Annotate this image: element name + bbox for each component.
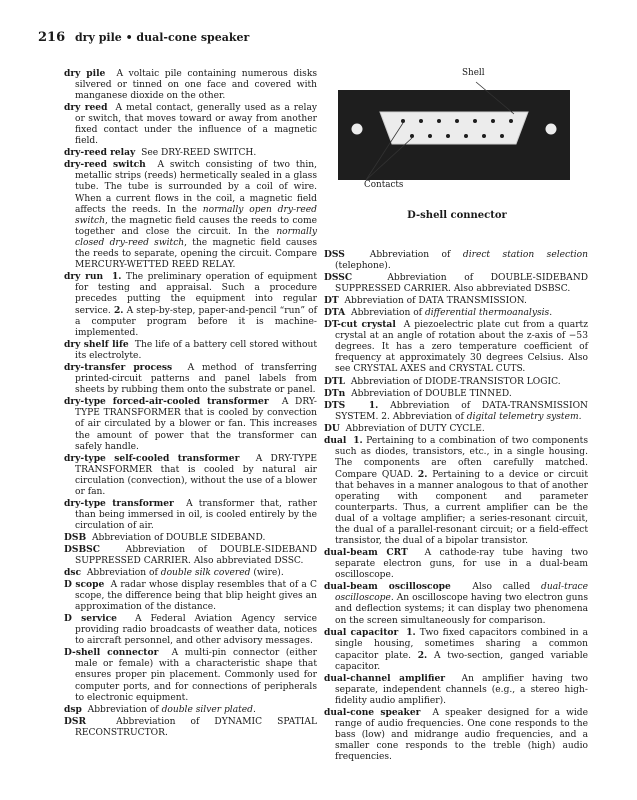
entry-definition-text: Abbreviation of DOUBLE SIDEBAND. (91, 532, 266, 543)
contacts-label: Contacts (364, 180, 404, 190)
entry-term: dry-type self-cooled transformer (64, 452, 240, 464)
entry-definition-text: Pertaining to a device or circuit that behaves in a manner analogous to that of another operating with component and parameter counterparts. Thus, a current amplifier can be the dual of a voltage amplifier; a series-resonant circuit, the dual of a parallel-resonant circuit; or a field-effect transistor, the dual of a bipolar transistor. (335, 469, 588, 547)
entry-term: DT (324, 295, 339, 307)
dictionary-entry (324, 388, 588, 400)
dictionary-entry (324, 435, 588, 547)
entry-definition-text: , the magnetic field causes the reeds to separate, opening the circuit. Compare MERCURY-WETTED REED RELAY. (75, 237, 317, 270)
entry-term: dry reed (64, 102, 108, 114)
entry-definition-text: Abbreviation of DUTY CYCLE. (345, 423, 485, 434)
sense-number: 1. (353, 434, 363, 446)
figure-caption: D-shell connector (407, 210, 507, 221)
entry-definition-text: A two-section, ganged variable capacitor. (335, 650, 588, 672)
entry-term: D service (64, 613, 117, 625)
entry-definition-text: Abbreviation of DOUBLE-SIDEBAND SUPPRESSED CARRIER. Also abbreviated DSBSC. (335, 273, 588, 295)
entry-term: dry-reed switch (64, 159, 146, 171)
entry-term: D scope (64, 579, 105, 591)
entry-definition-text: An amplifier having two separate, independent channels (e.g., a stereo high-fidelity audio amplifier). (335, 673, 588, 706)
entry-definition-text: A DRY-TYPE TRANSFORMER that is cooled by natural air circulation (convection), without the use of a blower or fan. (75, 453, 317, 497)
entry-term: DSB (64, 531, 87, 543)
entry-definition-text: A Federal Aviation Agency service providing radio broadcasts of weather data, notices to aircraft personnel, and other advisory messages. (75, 614, 317, 647)
entry-term: DTA (324, 307, 346, 319)
entry-term: dry-transfer process (64, 362, 173, 374)
entry-definition-text: A speaker designed for a wide range of audio frequencies. One cone responds to the bass (low) and midrange audio frequencies, and a smaller cone responds to the treble (high) audio frequencies. (335, 707, 589, 763)
sense-number: 2. (417, 468, 428, 480)
entry-term: D-shell connector (64, 647, 159, 659)
entry-term: dry pile (64, 68, 106, 79)
dictionary-entry (64, 68, 317, 102)
dictionary-entry (324, 295, 588, 307)
dictionary-entry (324, 423, 588, 435)
entry-term: DTn (324, 387, 346, 399)
running-title: dry pile • dual-cone speaker (74, 31, 250, 44)
entry-term: dry-type transformer (64, 497, 174, 509)
entry-definition-text: . (578, 411, 582, 422)
dictionary-entry (64, 271, 317, 339)
page-header (38, 30, 249, 45)
dictionary-entry (324, 272, 588, 295)
entry-term: DTL (324, 375, 346, 387)
entry-definition-text: Abbreviation of DATA TRANSMISSION. (344, 296, 527, 307)
entry-definition-text: Abbreviation of DIODE-TRANSISTOR LOGIC. (350, 376, 561, 387)
entry-term: dual-cone speaker (324, 706, 421, 718)
entry-definition-text: Abbreviation of (86, 568, 161, 579)
entry-term: dsc (64, 567, 82, 579)
entry-definition-text: The preliminary operation of equipment for testing and appraisal. Such a procedure precedes putting the equipment into regular service. (75, 271, 317, 316)
entry-definition-text: Also called (472, 582, 542, 593)
entry-definition-text: Abbreviation of DOUBLE TINNED. (351, 388, 512, 399)
entry-definition-text: direct station selection (462, 250, 588, 260)
sense-number: 1. (111, 270, 122, 282)
dictionary-entry (64, 453, 317, 498)
entry-definition-text: A radar whose display resembles that of a C scope, the difference being that blip height gives an approximation of the distance. (75, 580, 317, 613)
entry-definition-text: The life of a battery cell stored without its electrolyte. (75, 340, 317, 362)
dictionary-entry (324, 627, 588, 673)
dictionary-entry (64, 647, 317, 703)
dictionary-entry (64, 339, 317, 362)
entry-term: DTS (324, 399, 346, 411)
entry-term: dry run (64, 270, 104, 282)
left-column (64, 68, 317, 739)
entry-definition-text: A DRY-TYPE TRANSFORMER that is cooled by convection of air circulated by a blower or fan. This increases the amount of power that the transformer can safely handle. (75, 397, 317, 452)
entry-definition-text: (wire). (250, 568, 284, 579)
dictionary-entry (324, 249, 588, 272)
entry-term: DSS (324, 249, 345, 260)
entry-definition-text: Two fixed capacitors combined in a single housing, sometimes sharing a common capacitor plate. (335, 627, 588, 661)
sense-number: 2. (417, 649, 428, 661)
entry-definition-text: A piezoelectric plate cut from a quartz crystal at an angle of rotation about the z-axis of −53 degrees. It has a zero temperature coefficient of frequency at approximately 30 degrees Celsius. Also see CRYSTAL AXES and CRYSTAL CUTS. (335, 320, 588, 375)
dictionary-entry (64, 567, 317, 579)
dictionary-entry (324, 581, 588, 626)
dictionary-entry (64, 498, 317, 532)
sense-number: 2. (113, 304, 124, 316)
entry-definition-text: A voltaic pile containing numerous disks silvered or tinned on one face and covered with manganese dioxide on the other. (75, 69, 317, 102)
entry-definition-text: , the magnetic field causes the reeds to come together and close the circuit. In the (75, 215, 317, 237)
entry-term: dry-reed relay (64, 147, 136, 159)
dictionary-entry (64, 716, 317, 739)
dictionary-entry (324, 376, 588, 388)
page-number: 216 (38, 30, 66, 45)
dictionary-entry (324, 400, 588, 423)
entry-term: dry-type forced-air-cooled transformer (64, 396, 269, 408)
dictionary-entry (64, 396, 317, 452)
entry-term: dsp (64, 703, 82, 715)
dictionary-entry (64, 102, 317, 147)
dictionary-entry (64, 544, 317, 567)
sense-number: 1. (406, 626, 416, 638)
entry-term: DT-cut crystal (324, 319, 396, 331)
entry-term: dual capacitor (324, 626, 399, 638)
dictionary-entry (324, 307, 588, 319)
entry-definition-text: double silver plated (161, 704, 253, 715)
entry-definition-text: A cathode-ray tube having two separate electron guns, for use in a dual-beam oscilloscope. (335, 548, 588, 581)
entry-definition-text: Abbreviation of (351, 308, 425, 319)
dictionary-entry (324, 547, 588, 581)
entry-definition-text: See DRY-REED SWITCH. (141, 148, 257, 159)
entry-definition-text: normally open dry-reed switch (75, 204, 317, 226)
entry-term: DU (324, 422, 340, 434)
dictionary-entry (324, 673, 588, 707)
entry-term: DSBSC (64, 543, 100, 555)
entry-definition-text: Pertaining to a combination of two components such as diodes, transistors, etc., in a single housing. The components are often carefully matched. Compare QUAD. (335, 435, 588, 480)
entry-definition-text: Abbreviation of (369, 250, 463, 260)
sense-number: 1. (368, 399, 379, 411)
entry-definition-text: (telephone). (335, 261, 391, 272)
entry-definition-text: Abbreviation of DATA-TRANSMISSION SYSTEM. 2. Abbreviation of (335, 400, 588, 422)
dictionary-entry (324, 319, 588, 375)
entry-definition-text: A metal contact, generally used as a relay or switch, that moves toward or away from another fixed contact under the influence of a magnetic field. (75, 103, 317, 147)
entry-definition-text: double silk covered (160, 568, 251, 579)
entry-term: dual (324, 434, 347, 446)
dictionary-entry (64, 532, 317, 544)
entry-definition-text: A transformer that, rather than being immersed in oil, is cooled entirely by the circulation of air. (75, 498, 317, 531)
entry-definition-text: differential thermoanalysis (424, 308, 550, 319)
dictionary-entry (64, 147, 317, 159)
entry-definition-text: A switch consisting of two thin, metallic strips (reeds) hermetically sealed in a glass tube. The tube is surrounded by a coil of wire. When a current flows in the coil, a magnetic field affects the reeds. In the (75, 160, 317, 215)
shell-label: Shell (462, 68, 485, 78)
entry-term: DSSC (324, 272, 353, 284)
dictionary-entry (64, 159, 317, 270)
entry-definition-text: Abbreviation of DOUBLE-SIDEBAND SUPPRESSED CARRIER. Also abbreviated DSSC. (75, 544, 317, 567)
entry-term: dual-channel amplifier (324, 672, 446, 684)
entry-term: dual-beam CRT (324, 547, 408, 559)
entry-definition-text: A step-by-step, paper-and-pencil “run” of a computer program before it is machine-implemented. (75, 305, 317, 339)
dictionary-entry (64, 613, 317, 647)
entry-definition-text: . (549, 308, 553, 319)
entry-definition-text: A multi-pin connector (either male or female) with a characteristic shape that ensures proper pin placement. Commonly used for computer ports, and for connections of peripherals to electronic equipment. (75, 648, 317, 703)
entry-definition-text: Abbreviation of DYNAMIC SPATIAL RECONSTRUCTOR. (75, 716, 317, 738)
entry-definition-text: Abbreviation of (87, 704, 162, 715)
entry-definition-text: dual-trace oscilloscope (335, 582, 588, 604)
entry-term: DSR (64, 715, 87, 727)
right-column (324, 68, 588, 763)
entry-definition-text: . (252, 704, 256, 715)
entry-definition-text: digital telemetry system (466, 411, 579, 422)
dictionary-entry (324, 707, 588, 763)
entry-term: dry shelf life (64, 339, 129, 351)
entry-definition-text: . An oscilloscope having two electron guns and deflection systems; it can display two phenomena on the screen simultaneously for comparison. (335, 593, 588, 626)
dictionary-entry (64, 704, 317, 716)
entry-term: dual-beam oscilloscope (324, 581, 451, 593)
entry-definition-text: A method of transferring printed-circuit patterns and panel labels from sheets by rubbing them onto the substrate or panel. (75, 363, 317, 396)
dictionary-entry (64, 579, 317, 613)
dictionary-entry (64, 362, 317, 396)
entry-definition-text: normally closed dry-reed switch (75, 226, 317, 248)
